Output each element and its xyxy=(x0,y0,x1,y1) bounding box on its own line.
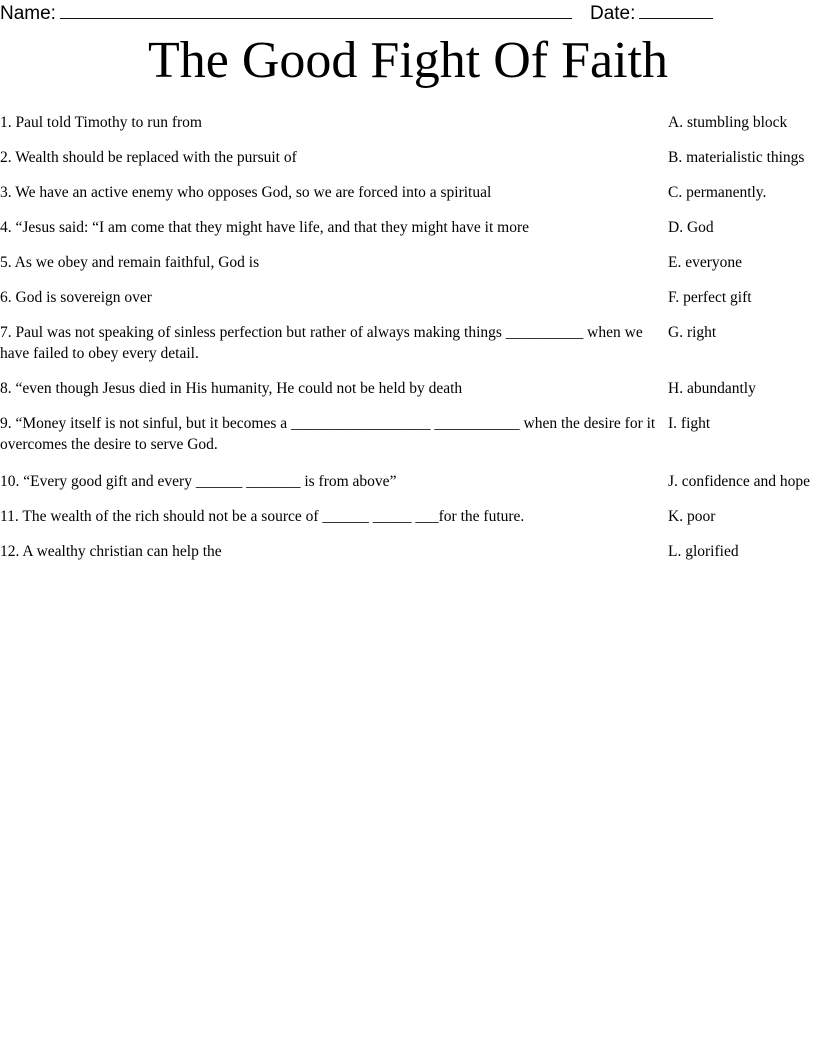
answer-choice[interactable]: H. abundantly xyxy=(668,380,756,397)
matching-exercise xyxy=(0,112,816,576)
question-text: 1. Paul told Timothy to run from xyxy=(0,114,202,131)
question-text: 11. The wealth of the rich should not be a source of ______ _____ ___for the future. xyxy=(0,508,525,525)
student-info-header xyxy=(0,0,816,26)
answer-choice[interactable]: F. perfect gift xyxy=(668,289,752,306)
answer-choice[interactable]: G. right xyxy=(668,324,717,341)
answer-choice[interactable]: E. everyone xyxy=(668,254,743,271)
matching-row xyxy=(0,112,816,147)
answer-choice[interactable]: I. fight xyxy=(668,415,711,432)
matching-row xyxy=(0,378,816,413)
matching-row xyxy=(0,541,816,576)
answer-choice[interactable]: D. God xyxy=(668,219,714,236)
question-text: 5. As we obey and remain faithful, God is xyxy=(0,254,260,271)
matching-row xyxy=(0,413,816,471)
question-text: 2. Wealth should be replaced with the pursuit of xyxy=(0,149,297,166)
matching-row xyxy=(0,147,816,182)
matching-row xyxy=(0,252,816,287)
answer-choice[interactable]: K. poor xyxy=(668,508,716,525)
question-text: 6. God is sovereign over xyxy=(0,289,152,306)
matching-row xyxy=(0,182,816,217)
answer-choice[interactable]: C. permanently. xyxy=(668,184,767,201)
matching-row xyxy=(0,471,816,506)
question-text: 10. “Every good gift and every ______ _______ is from above” xyxy=(0,473,397,490)
question-text: 12. A wealthy christian can help the xyxy=(0,543,222,560)
answer-choice[interactable]: B. materialistic things xyxy=(668,149,805,166)
matching-row xyxy=(0,506,816,541)
page-title: The Good Fight Of Faith xyxy=(148,32,668,89)
answer-choice[interactable]: L. glorified xyxy=(668,543,739,560)
answer-choice[interactable]: A. stumbling block xyxy=(668,114,788,131)
name-label: Name: xyxy=(0,3,56,24)
matching-row xyxy=(0,287,816,322)
question-text: 7. Paul was not speaking of sinless perfection but rather of always making things __________ when we have failed to obey every detail. xyxy=(0,324,643,362)
answer-choice[interactable]: J. confidence and hope xyxy=(668,473,811,490)
date-input-line[interactable] xyxy=(639,3,713,19)
matching-row xyxy=(0,322,816,378)
question-text: 8. “even though Jesus died in His humanity, He could not be held by death xyxy=(0,380,463,397)
date-label: Date: xyxy=(589,3,636,24)
matching-row xyxy=(0,217,816,252)
question-text: 9. “Money itself is not sinful, but it becomes a __________________ ___________ when the desire for it overcomes the desire to serve God. xyxy=(0,415,656,453)
question-text: 4. “Jesus said: “I am come that they might have life, and that they might have it more xyxy=(0,219,530,236)
name-input-line[interactable] xyxy=(60,3,572,19)
question-text: 3. We have an active enemy who opposes God, so we are forced into a spiritual xyxy=(0,184,492,201)
